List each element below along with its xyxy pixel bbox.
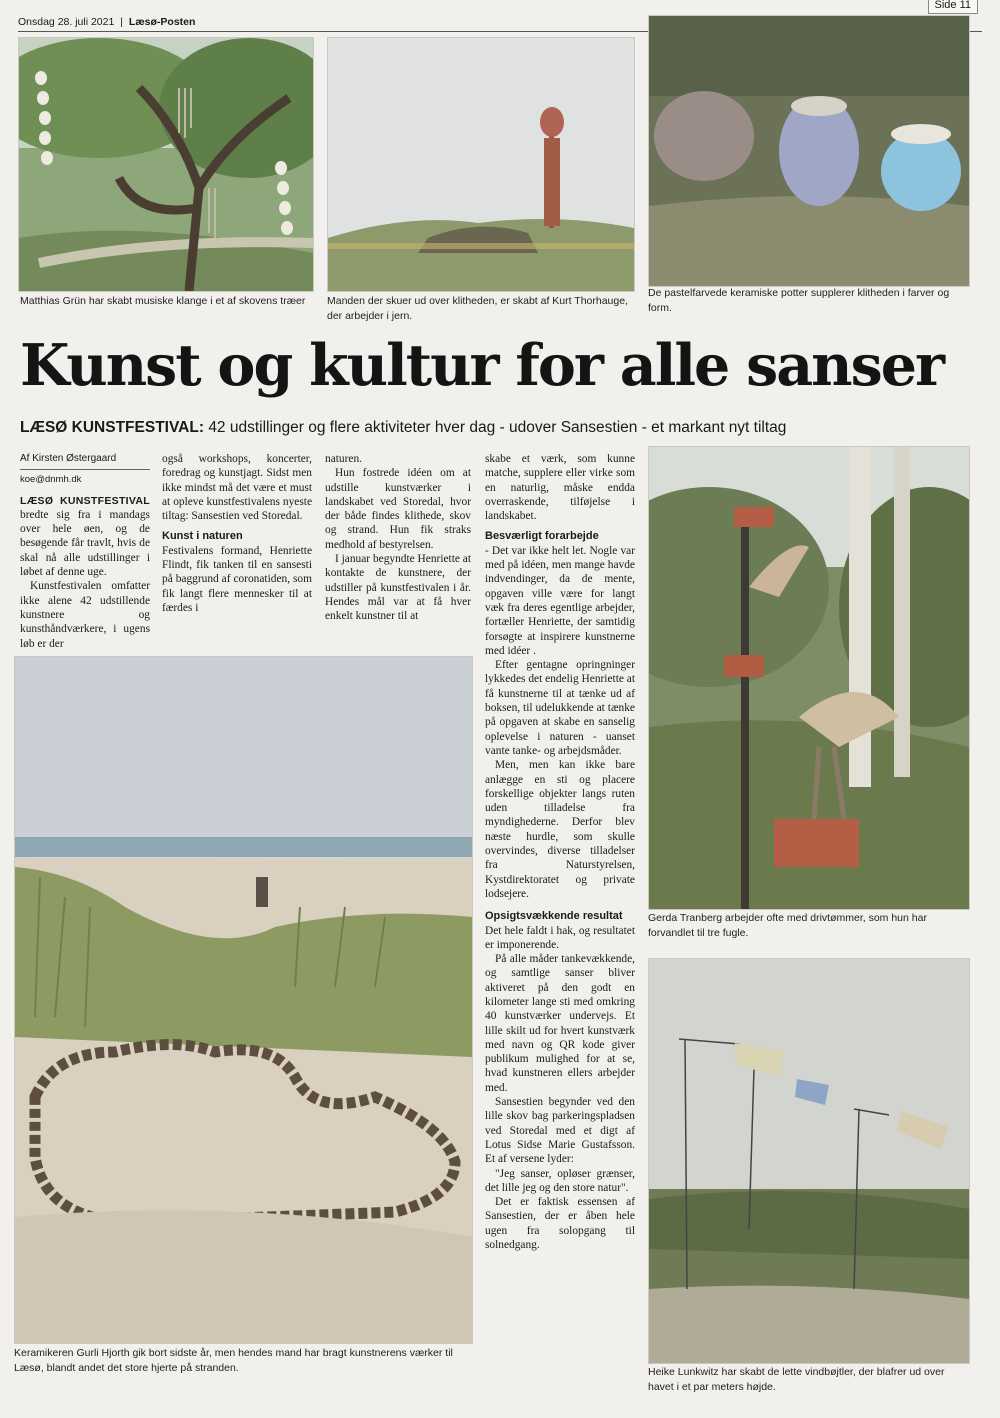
photo-trees-chimes [18,37,314,292]
col4-paragraph-3: Efter gentagne opringninger lykkedes det endelig Henriette at få kunstnerne til at tænke ud af boksen, til udelukkende at tænke på opgaven at skabe en sanselig oplevelse i naturen - uanset vante tanke- og arbejdsmåder. [485,659,635,757]
pots-image [649,16,969,286]
photo-beach-heart [14,656,473,1344]
photo-windsocks [648,958,970,1364]
caption-beach: Keramikeren Gurli Hjorth gik bort sidste år, men hendes mand har bragt kunstnerens værker til Læsø, blandt andet det store hjerte på stranden. [14,1347,453,1374]
col4-paragraph-4: Men, men kan ikke bare anlægge en sti og placere forskellige objekter langs ruten uden tilladelse fra myndighederne. Derfor blev næste hurdle, som skulle overvindes, diverse tilladelser fra Naturstyrelsen, Kystdirektoratet og private lodsejere. [485,759,635,900]
caption-trees: Matthias Grün har skabt musiske klange i et af skovens træer [20,295,306,307]
column-4 [485,452,635,1252]
col4-paragraph-5: Det hele faldt i hak, og resultatet er imponerende. [485,924,635,951]
issue-date: Onsdag 28. juli 2021 [18,16,115,28]
col4-paragraph-6: På alle måder tankevækkende, og samtlige sanser bliver aktiveret på den godt en kilometer lange sti med omkring 40 kunstværker undervejs. Et lille skilt ud for hvert kunstværk med navn og QR kode giver publikum mulighed for at se, hvad kunstneren ellers arbejder med. [485,953,635,1094]
photo-pots [648,15,970,287]
subhead [20,419,980,437]
subheading-kunst-i-naturen: Kunst i naturen [162,530,243,543]
headline: Kunst og kultur for alle sanser [20,332,944,399]
col4-paragraph-1: skabe et værk, som kunne matche, supplere eller virke som en naturlig, måske endda overraskende, tilføjelse i landskabet. [485,453,635,523]
photo-head-sculpture [327,37,635,292]
col4-paragraph-2: - Det var ikke helt let. Nogle var med på idéen, men mange havde indvendinger, da de mente, opgaven ville være for langt væk fra deres egentlige arbejder, fortæller Henriette, der samtidig forsøgte at inspirere kunstnerne med idéer . [485,544,635,657]
subheading-besvaerligt: Besværligt forarbejde [485,530,599,543]
caption-pots: De pastelfarvede keramiske potter supplerer klitheden i farver og form. [648,287,950,314]
photo-driftwood-birds [648,446,970,910]
col3-paragraph-3: I januar begyndte Henriette at kontakte de kunstnere, der udstiller på kunstfestivalen i år. Hendes mål var at få hver enkelt kunstner til at [325,553,471,623]
col4-paragraph-9: Det er faktisk essensen af Sansestien, der er åben hele ugen fra solopgang til solnedgang. [485,1196,635,1252]
page-number: Side 11 [928,0,979,14]
col1-paragraph-2: Kunstfestivalen omfatter ikke alene 42 udstillende kunstnere og kunsthåndværkere, i ugens løb er der [20,580,150,650]
byline-email: koe@dnmh.dk [20,474,82,486]
head-sculpture-image [328,38,634,291]
col3-paragraph-2: Hun fostrede idéen om at udstille kunstværker i landskabet ved Storedal, hvor der både findes klithede, skov og strand. Hun fik straks medhold af bestyrelsen. [325,467,471,551]
trees-chimes-image [19,38,313,291]
col4-paragraph-8: "Jeg sanser, opløser grænser, det lille jeg og den store natur". [485,1167,635,1194]
lead-text: bredte sig fra i mandags over hele øen, og de besøgende får travlt, hvis de skal nå alle udstillinger i løbet af denne uge. [20,508,150,579]
col3-paragraph-1: naturen. [325,453,363,465]
paper-name: Læsø-Posten [128,16,196,28]
masthead: Onsdag 28. juli 2021 | Læsø-Posten [18,16,196,28]
col2-paragraph-1: også workshops, koncerter, foredrag og kunstjagt. Sidst men ikke mindst må det være et must at opleve kunstfestivalens nyeste tiltag: Sansestien ved Storedal. [162,453,312,523]
column-3 [325,452,471,624]
caption-windsocks: Heike Lunkwitz har skabt de lette vindbøjtler, der blafrer ud over havet i et par meters højde. [648,1366,945,1393]
kicker: LÆSØ KUNSTFESTIVAL: [20,419,204,436]
column-2 [162,452,312,615]
byline: Af Kirsten Østergaard [20,452,150,470]
subhead-text: 42 udstillinger og flere aktiviteter hver dag - udover Sansestien - et markant nyt tiltag [208,419,787,436]
driftwood-birds-image [649,447,969,909]
lead-caps: LÆSØ KUNSTFESTIVAL [20,494,150,507]
col4-paragraph-7: Sansestien begynder ved den lille skov bag parkeringspladsen ved Storedal med et digt af Lotus Sidse Marie Gustafsson. Et af versene lyder: [485,1096,635,1166]
caption-head: Manden der skuer ud over klitheden, er skabt af Kurt Thorhauge, der arbejder i jern. [327,295,628,322]
col2-paragraph-2: Festivalens formand, Henriette Flindt, fik tanken til en sansesti på baggrund af coronatiden, som fik langt flere mennesker til at færdes i [162,544,312,614]
column-1 [20,452,150,651]
beach-heart-image [15,657,472,1343]
caption-birds: Gerda Tranberg arbejder ofte med drivtømmer, som hun har forvandlet til tre fugle. [648,912,927,939]
subheading-opsigtsvaekkende: Opsigtsvækkende resultat [485,910,623,923]
windsocks-image [649,959,969,1363]
